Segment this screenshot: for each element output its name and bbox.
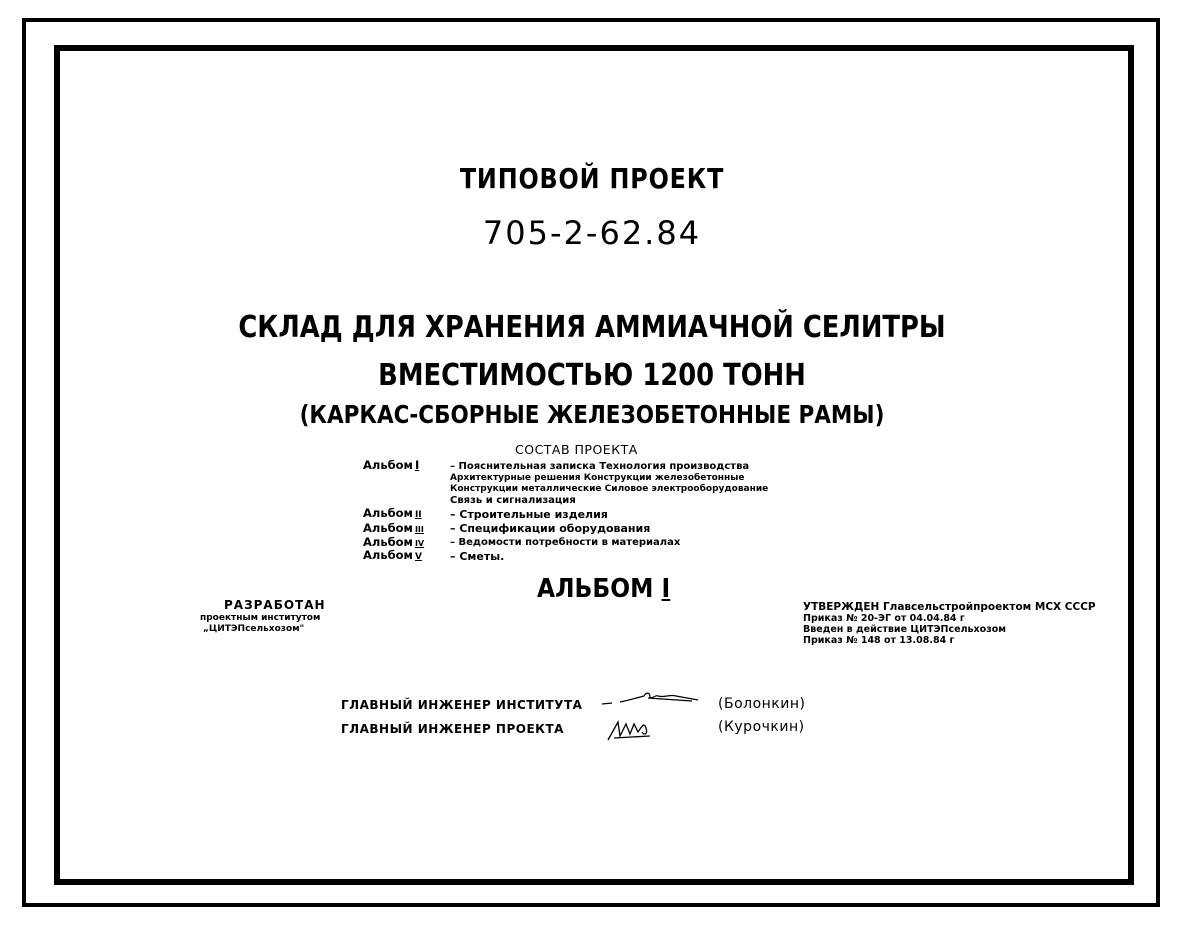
title-line-1: СКЛАД ДЛЯ ХРАНЕНИЯ АММИАЧНОЙ СЕЛИТРЫ <box>238 310 946 345</box>
album-label: Альбом <box>363 458 413 472</box>
album-row-1 <box>363 458 425 472</box>
album-label: Альбом <box>363 548 413 562</box>
composition-heading: СОСТАВ ПРОЕКТА <box>515 442 638 457</box>
album-4-desc: – Ведомости потребности в материалах <box>450 537 681 548</box>
title-line-3: (КАРКАС-СБОРНЫЕ ЖЕЛЕЗОБЕТОННЫЕ РАМЫ) <box>299 400 885 429</box>
album-number: IV <box>414 539 425 548</box>
developer-line-3: „ЦИТЭПсельхозом" <box>203 624 305 634</box>
approval-line-4: Приказ № 148 от 13.08.84 г <box>803 635 955 646</box>
album-1-desc-4: Связь и сигнализация <box>450 495 576 506</box>
approval-line-3: Введен в действие ЦИТЭПсельхозом <box>803 624 1007 635</box>
album-5-desc: – Сметы. <box>450 550 505 563</box>
album-label: Альбом <box>363 535 413 549</box>
album-1-desc: – Пояснительная записка Технология производства <box>450 461 750 472</box>
album-label: Альбом <box>363 506 413 520</box>
chief-engineer-institute-label: ГЛАВНЫЙ ИНЖЕНЕР ИНСТИТУТА <box>341 698 583 712</box>
album-1-desc-2: Архитектурные решения Конструкции железобетонные <box>450 473 745 483</box>
developer-heading: РАЗРАБОТАН <box>224 598 326 612</box>
album-row-5 <box>363 548 428 562</box>
chief-engineer-project-name: (Курочкин) <box>718 719 805 735</box>
album-1-desc-3: Конструкции металлические Силовое электрооборудование <box>450 484 769 494</box>
signature-1-icon <box>600 688 704 712</box>
current-album-number: I <box>661 574 671 604</box>
album-number: III <box>414 525 424 534</box>
current-album-label: АЛЬБОМ <box>537 574 654 604</box>
signature-2-icon <box>604 716 656 746</box>
developer-line-2: проектным институтом <box>200 613 321 623</box>
chief-engineer-institute-name: (Болонкин) <box>718 696 806 712</box>
album-row-3 <box>363 521 430 535</box>
approval-line-2: Приказ № 20-ЭГ от 04.04.84 г <box>803 613 965 624</box>
title-line-2: ВМЕСТИМОСТЬЮ 1200 ТОНН <box>378 358 806 393</box>
chief-engineer-project-label: ГЛАВНЫЙ ИНЖЕНЕР ПРОЕКТА <box>341 722 564 736</box>
album-number: V <box>414 552 422 562</box>
album-number: II <box>414 510 422 520</box>
album-2-desc: – Строительные изделия <box>450 508 608 521</box>
document-type: ТИПОВОЙ ПРОЕКТ <box>459 162 725 195</box>
album-label: Альбом <box>363 521 413 535</box>
project-number: 705-2-62.84 <box>482 214 702 252</box>
current-album <box>537 574 670 604</box>
approval-line-1: УТВЕРЖДЕН Главсельстройпроектом МСХ СССР <box>803 601 1096 613</box>
album-number: I <box>414 458 420 472</box>
album-row-4 <box>363 535 430 549</box>
album-row-2 <box>363 506 428 520</box>
album-3-desc: – Спецификации оборудования <box>450 522 651 535</box>
